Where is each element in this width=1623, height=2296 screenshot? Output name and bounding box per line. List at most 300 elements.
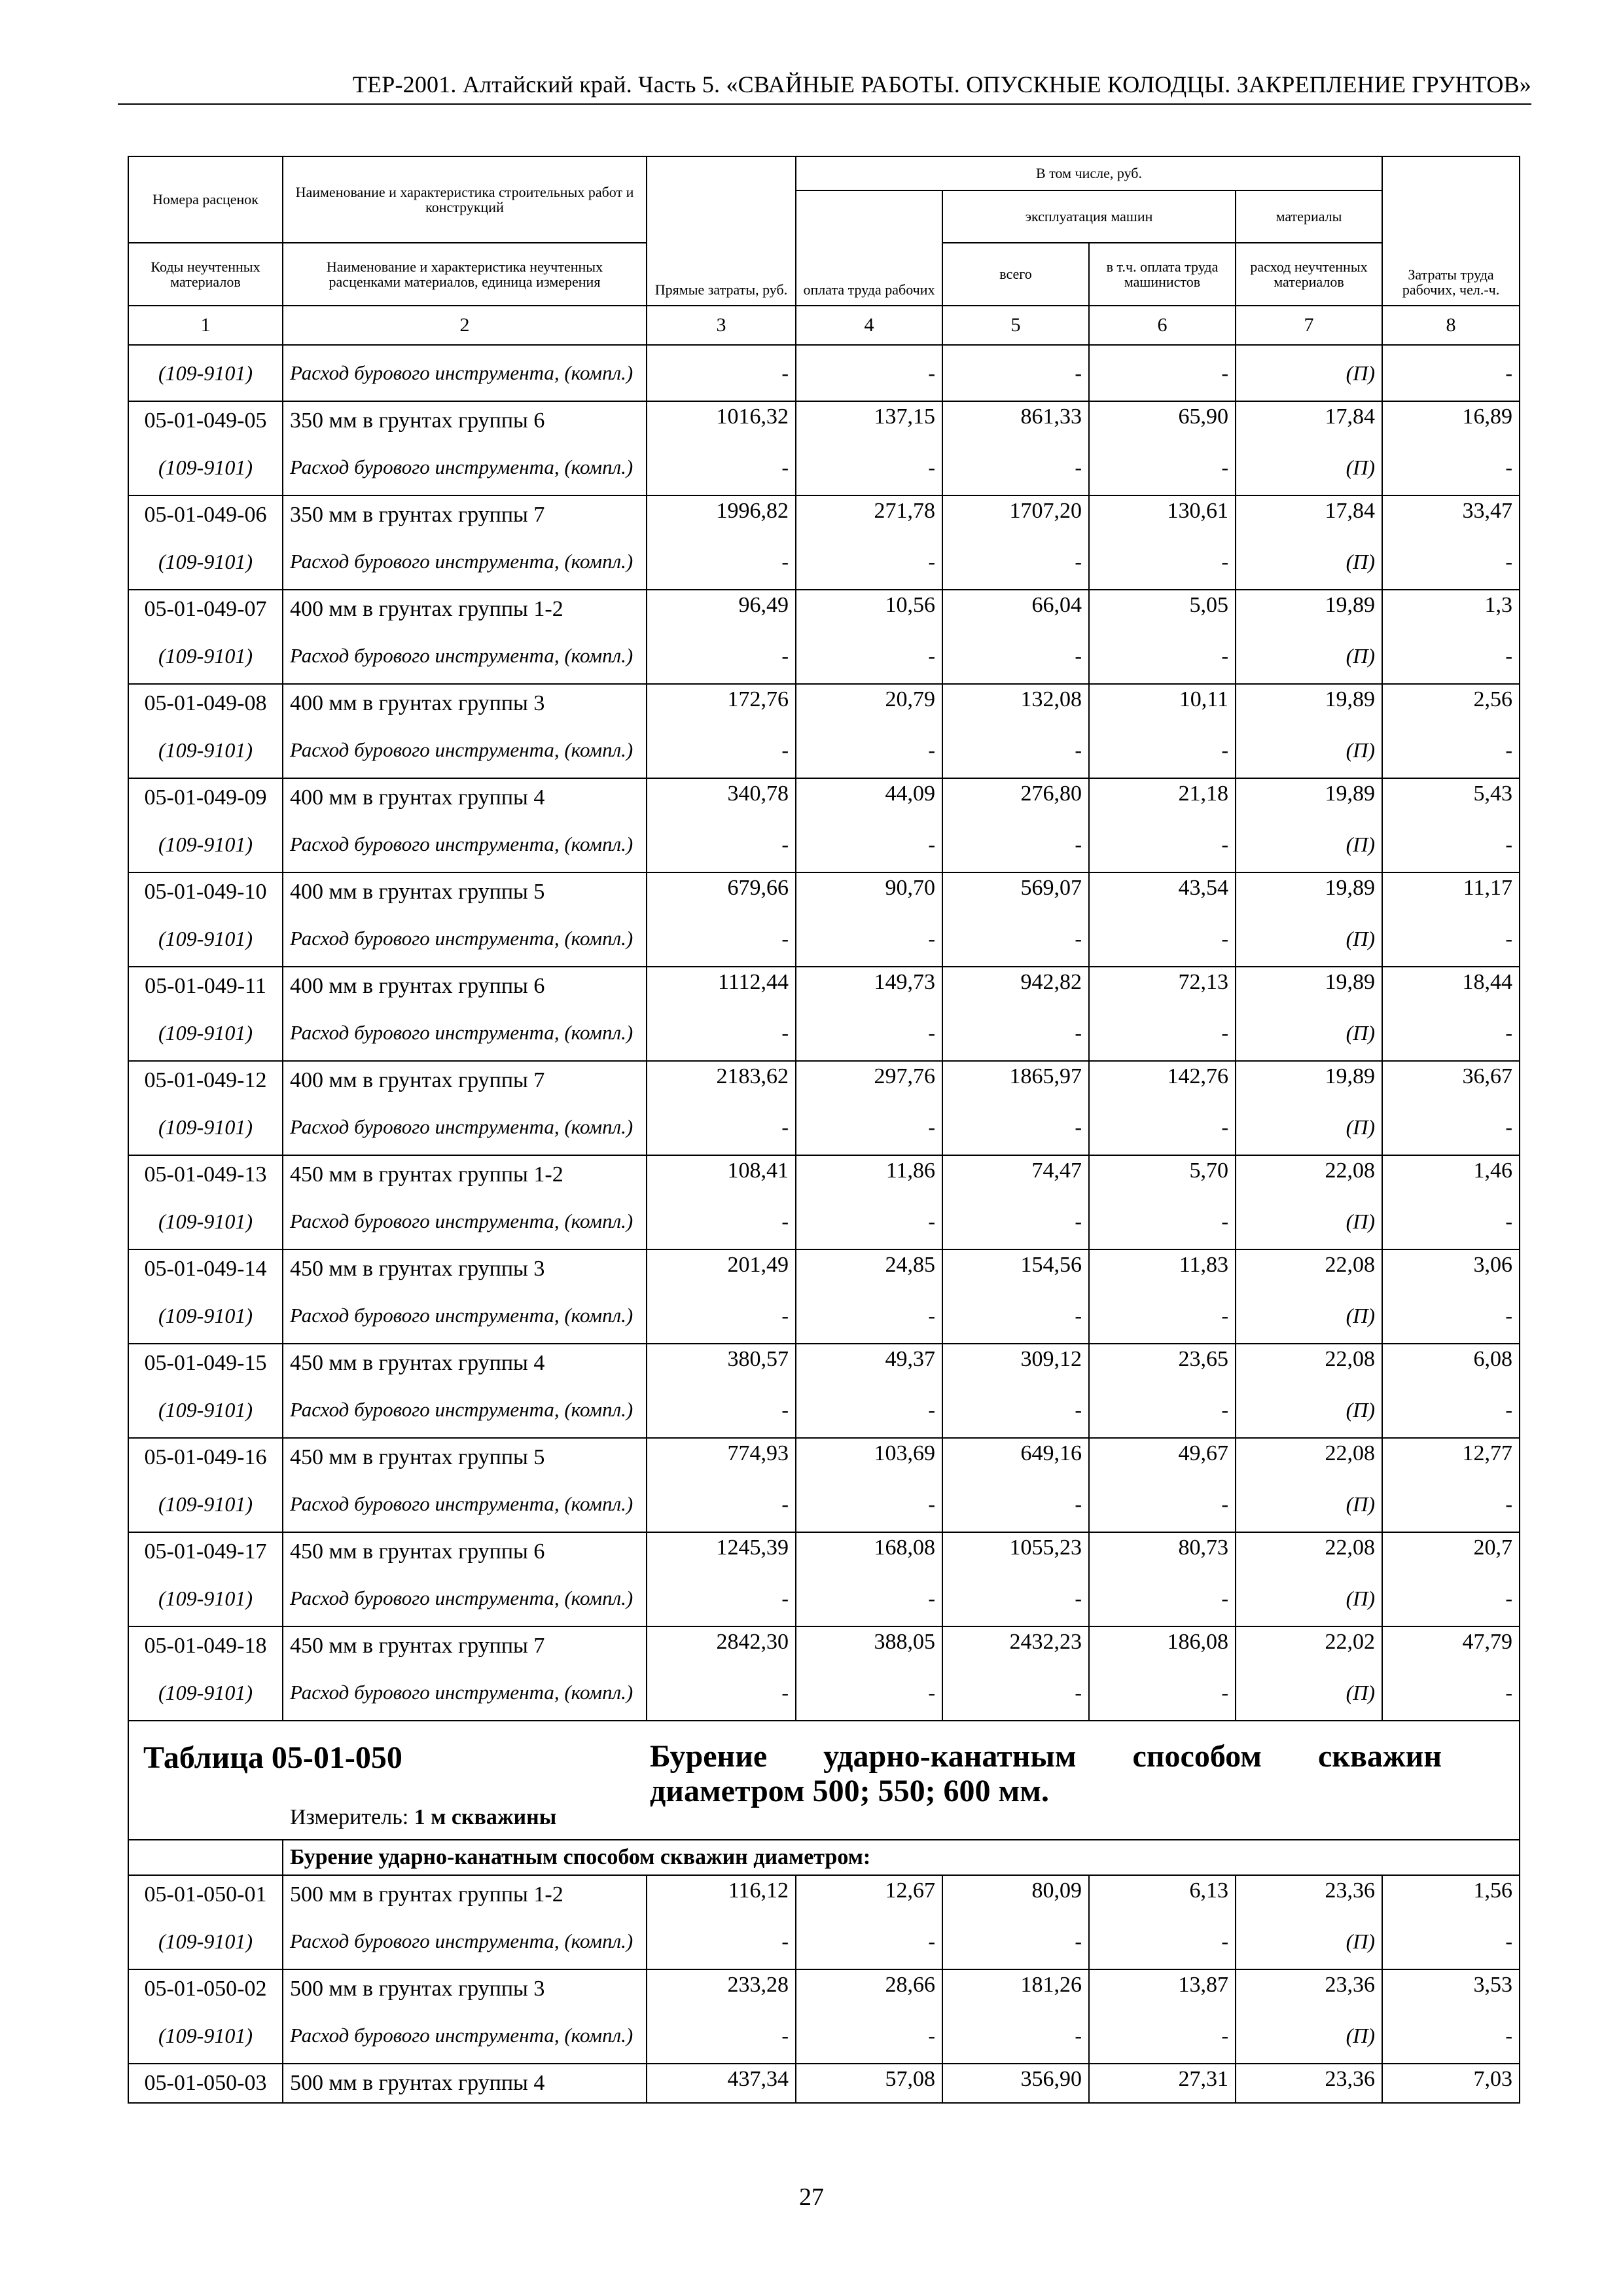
material-row [128,817,1520,872]
material-row [128,628,1520,684]
material-consumption: 22,08 [1236,1249,1382,1288]
material-consumption: 19,89 [1236,778,1382,817]
work-name: 500 мм в грунтах группы 3 [283,1969,647,2008]
material-code: (109-9101) [128,723,283,778]
machinist-wage: 10,11 [1089,684,1236,723]
column-number: 4 [796,306,942,345]
header-col8: Затраты труда рабочих, чел.-ч. [1382,156,1520,306]
header-col5: всего [942,243,1089,306]
material-consumption: 19,89 [1236,967,1382,1005]
material-value: - [1382,1665,1520,1721]
work-name: 450 мм в грунтах группы 1-2 [283,1155,647,1194]
material-name: Расход бурового инструмента, (компл.) [283,1288,647,1344]
labor-wage: 271,78 [796,495,942,534]
machines-total: 356,90 [942,2064,1089,2103]
material-name: Расход бурового инструмента, (компл.) [283,1005,647,1061]
labor-hours: 2,56 [1382,684,1520,723]
material-unit: (П) [1236,345,1382,401]
material-name: Расход бурового инструмента, (компл.) [283,1477,647,1532]
material-value: - [647,1571,796,1626]
material-code: (109-9101) [128,440,283,495]
material-value: - [1382,534,1520,590]
material-unit: (П) [1236,440,1382,495]
material-value: - [796,911,942,967]
price-row [128,1061,1520,1100]
price-code: 05-01-049-16 [128,1438,283,1477]
work-name: 400 мм в грунтах группы 6 [283,967,647,1005]
material-value: - [796,345,942,401]
table-050-measure [290,1805,556,1830]
material-value: - [1089,723,1236,778]
material-value: - [1382,723,1520,778]
material-name: Расход бурового инструмента, (компл.) [283,817,647,872]
material-value: - [647,1194,796,1249]
direct-cost: 340,78 [647,778,796,817]
material-row [128,723,1520,778]
material-value: - [647,1288,796,1344]
price-code: 05-01-049-06 [128,495,283,534]
price-code: 05-01-049-15 [128,1344,283,1382]
header-machines: эксплуатация машин [942,190,1236,243]
table-050-label: Таблица 05-01-050 [143,1740,402,1775]
work-name: 450 мм в грунтах группы 6 [283,1532,647,1571]
price-row [128,1344,1520,1382]
price-row [128,495,1520,534]
labor-wage: 90,70 [796,872,942,911]
header-col1-top: Номера расценок [128,156,283,243]
column-number: 1 [128,306,283,345]
column-number: 2 [283,306,647,345]
material-row [128,345,1520,401]
work-name: 450 мм в грунтах группы 5 [283,1438,647,1477]
machines-total: 74,47 [942,1155,1089,1194]
material-code: (109-9101) [128,1100,283,1155]
material-row [128,911,1520,967]
material-code: (109-9101) [128,1382,283,1438]
material-consumption: 22,08 [1236,1438,1382,1477]
material-consumption: 19,89 [1236,590,1382,628]
material-value: - [647,440,796,495]
material-name: Расход бурового инструмента, (компл.) [283,1100,647,1155]
labor-hours: 7,03 [1382,2064,1520,2103]
material-consumption: 22,08 [1236,1155,1382,1194]
direct-cost: 116,12 [647,1875,796,1914]
machines-total: 1055,23 [942,1532,1089,1571]
material-code: (109-9101) [128,1914,283,1969]
machines-total: 942,82 [942,967,1089,1005]
labor-hours: 3,06 [1382,1249,1520,1288]
direct-cost: 2183,62 [647,1061,796,1100]
table-050-description: Бурение ударно-канатным способом скважин диаметром 500; 550; 600 мм. [650,1739,1442,1808]
material-unit: (П) [1236,723,1382,778]
work-name: 500 мм в грунтах группы 4 [283,2064,647,2103]
direct-cost: 437,34 [647,2064,796,2103]
labor-wage: 168,08 [796,1532,942,1571]
table-050-title-row [128,1721,1520,1840]
material-value: - [796,817,942,872]
price-code: 05-01-049-05 [128,401,283,440]
material-name: Расход бурового инструмента, (компл.) [283,1571,647,1626]
header-divider [118,103,1531,105]
labor-wage: 11,86 [796,1155,942,1194]
machinist-wage: 5,70 [1089,1155,1236,1194]
material-value: - [1382,1477,1520,1532]
material-value: - [1089,628,1236,684]
material-value: - [942,1382,1089,1438]
material-value: - [796,1100,942,1155]
machinist-wage: 23,65 [1089,1344,1236,1382]
price-code: 05-01-050-01 [128,1875,283,1914]
material-value: - [1089,1005,1236,1061]
measure-value: 1 м скважины [414,1805,557,1829]
price-row [128,1438,1520,1477]
material-value: - [1089,1100,1236,1155]
direct-cost: 1996,82 [647,495,796,534]
machines-total: 132,08 [942,684,1089,723]
header-col4: оплата труда рабочих [796,190,942,306]
price-code: 05-01-049-18 [128,1626,283,1665]
direct-cost: 679,66 [647,872,796,911]
header-col2-bottom: Наименование и характеристика неучтенных расценками материалов, единица измерения [283,243,647,306]
price-code: 05-01-049-11 [128,967,283,1005]
material-value: - [647,1665,796,1721]
material-unit: (П) [1236,911,1382,967]
direct-cost: 380,57 [647,1344,796,1382]
header-including: В том числе, руб. [796,156,1382,190]
direct-cost: 233,28 [647,1969,796,2008]
material-value: - [796,1382,942,1438]
material-value: - [796,1194,942,1249]
material-value: - [796,1005,942,1061]
material-value: - [1382,1914,1520,1969]
machines-total: 309,12 [942,1344,1089,1382]
material-consumption: 22,02 [1236,1626,1382,1665]
machinist-wage: 6,13 [1089,1875,1236,1914]
material-unit: (П) [1236,1100,1382,1155]
material-value: - [1382,628,1520,684]
material-value: - [1089,1194,1236,1249]
price-row [128,1155,1520,1194]
material-name: Расход бурового инструмента, (компл.) [283,440,647,495]
machinist-wage: 49,67 [1089,1438,1236,1477]
page-header-title: ТЕР-2001. Алтайский край. Часть 5. «СВАЙНЫЕ РАБОТЫ. ОПУСКНЫЕ КОЛОДЦЫ. ЗАКРЕПЛЕНИЕ ГРУНТОВ» [352,71,1531,98]
material-value: - [796,1477,942,1532]
labor-hours: 12,77 [1382,1438,1520,1477]
header-col6: в т.ч. оплата труда машинистов [1089,243,1236,306]
material-consumption: 22,08 [1236,1344,1382,1382]
labor-hours: 6,08 [1382,1344,1520,1382]
labor-wage: 49,37 [796,1344,942,1382]
material-value: - [1089,1477,1236,1532]
price-row [128,1532,1520,1571]
material-name: Расход бурового инструмента, (компл.) [283,1382,647,1438]
direct-cost: 201,49 [647,1249,796,1288]
material-unit: (П) [1236,1477,1382,1532]
material-code: (109-9101) [128,534,283,590]
material-code: (109-9101) [128,1005,283,1061]
labor-hours: 16,89 [1382,401,1520,440]
material-row [128,1571,1520,1626]
material-value: - [796,1914,942,1969]
material-value: - [796,534,942,590]
price-row [128,684,1520,723]
price-code: 05-01-049-14 [128,1249,283,1288]
labor-hours: 1,3 [1382,590,1520,628]
price-code: 05-01-049-13 [128,1155,283,1194]
price-row [128,967,1520,1005]
material-name: Расход бурового инструмента, (компл.) [283,723,647,778]
price-code: 05-01-049-08 [128,684,283,723]
material-value: - [942,1005,1089,1061]
material-row [128,1288,1520,1344]
material-value: - [647,1477,796,1532]
column-number: 8 [1382,306,1520,345]
work-name: 350 мм в грунтах группы 6 [283,401,647,440]
machines-total: 861,33 [942,401,1089,440]
direct-cost: 1245,39 [647,1532,796,1571]
material-value: - [647,1382,796,1438]
page-number: 27 [799,2183,824,2211]
material-unit: (П) [1236,1665,1382,1721]
material-unit: (П) [1236,1382,1382,1438]
column-number: 3 [647,306,796,345]
header-materials: материалы [1236,190,1382,243]
material-value: - [796,1665,942,1721]
labor-wage: 103,69 [796,1438,942,1477]
material-code: (109-9101) [128,2008,283,2064]
price-code: 05-01-050-02 [128,1969,283,2008]
direct-cost: 774,93 [647,1438,796,1477]
machinist-wage: 5,05 [1089,590,1236,628]
material-value: - [942,911,1089,967]
material-value: - [1382,1194,1520,1249]
material-row [128,2008,1520,2064]
header-col1-bottom: Коды неучтенных материалов [128,243,283,306]
material-row [128,1914,1520,1969]
header-col2-top: Наименование и характеристика строительных работ и конструкций [283,156,647,243]
material-value: - [796,723,942,778]
material-unit: (П) [1236,628,1382,684]
header-col7: расход неучтенных материалов [1236,243,1382,306]
material-code: (109-9101) [128,1288,283,1344]
material-value: - [942,817,1089,872]
column-numbers-row [128,306,1520,345]
column-number: 5 [942,306,1089,345]
machinist-wage: 65,90 [1089,401,1236,440]
material-value: - [647,723,796,778]
material-value: - [1382,1288,1520,1344]
material-value: - [647,534,796,590]
material-value: - [1382,1571,1520,1626]
material-value: - [647,1005,796,1061]
price-row [128,778,1520,817]
labor-wage: 20,79 [796,684,942,723]
material-value: - [942,1194,1089,1249]
direct-cost: 108,41 [647,1155,796,1194]
material-value: - [647,911,796,967]
material-value: - [1089,534,1236,590]
machines-total: 276,80 [942,778,1089,817]
work-name: 400 мм в грунтах группы 7 [283,1061,647,1100]
price-code: 05-01-049-17 [128,1532,283,1571]
machines-total: 2432,23 [942,1626,1089,1665]
material-code: (109-9101) [128,628,283,684]
material-name: Расход бурового инструмента, (компл.) [283,628,647,684]
machinist-wage: 72,13 [1089,967,1236,1005]
labor-wage: 137,15 [796,401,942,440]
material-consumption: 19,89 [1236,684,1382,723]
machines-total: 181,26 [942,1969,1089,2008]
work-name: 400 мм в грунтах группы 4 [283,778,647,817]
material-value: - [942,723,1089,778]
material-consumption: 22,08 [1236,1532,1382,1571]
material-value: - [796,628,942,684]
material-value: - [1382,2008,1520,2064]
price-table [128,156,1520,2104]
material-consumption: 17,84 [1236,495,1382,534]
price-row [128,401,1520,440]
price-row [128,1875,1520,1914]
work-name: 400 мм в грунтах группы 1-2 [283,590,647,628]
column-number: 6 [1089,306,1236,345]
labor-hours: 33,47 [1382,495,1520,534]
price-code: 05-01-050-03 [128,2064,283,2103]
material-value: - [1382,440,1520,495]
material-value: - [942,1288,1089,1344]
material-value: - [796,440,942,495]
machinist-wage: 80,73 [1089,1532,1236,1571]
material-code: (109-9101) [128,817,283,872]
material-value: - [942,1914,1089,1969]
labor-wage: 28,66 [796,1969,942,2008]
material-unit: (П) [1236,1571,1382,1626]
section-title: Бурение ударно-канатным способом скважин диаметром: [283,1840,1520,1875]
price-row [128,2064,1520,2103]
material-row [128,1194,1520,1249]
material-value: - [942,1665,1089,1721]
work-name: 500 мм в грунтах группы 1-2 [283,1875,647,1914]
material-value: - [942,534,1089,590]
machinist-wage: 21,18 [1089,778,1236,817]
material-value: - [1382,345,1520,401]
labor-hours: 47,79 [1382,1626,1520,1665]
material-unit: (П) [1236,817,1382,872]
price-code: 05-01-049-10 [128,872,283,911]
material-code: (109-9101) [128,911,283,967]
column-number: 7 [1236,306,1382,345]
machines-total: 80,09 [942,1875,1089,1914]
material-row [128,1005,1520,1061]
material-code: (109-9101) [128,1477,283,1532]
machinist-wage: 11,83 [1089,1249,1236,1288]
labor-hours: 1,46 [1382,1155,1520,1194]
direct-cost: 172,76 [647,684,796,723]
direct-cost: 1016,32 [647,401,796,440]
work-name: 400 мм в грунтах группы 3 [283,684,647,723]
machines-total: 649,16 [942,1438,1089,1477]
material-value: - [796,1571,942,1626]
material-name: Расход бурового инструмента, (компл.) [283,1914,647,1969]
material-value: - [1089,1665,1236,1721]
material-value: - [942,2008,1089,2064]
price-row [128,590,1520,628]
material-value: - [1089,1288,1236,1344]
material-value: - [942,1100,1089,1155]
work-name: 450 мм в грунтах группы 7 [283,1626,647,1665]
material-value: - [647,1100,796,1155]
material-row [128,440,1520,495]
material-value: - [647,2008,796,2064]
material-row [128,1100,1520,1155]
labor-hours: 11,17 [1382,872,1520,911]
material-value: - [647,1914,796,1969]
labor-wage: 57,08 [796,2064,942,2103]
machines-total: 66,04 [942,590,1089,628]
machinist-wage: 43,54 [1089,872,1236,911]
labor-wage: 388,05 [796,1626,942,1665]
price-row [128,872,1520,911]
material-consumption: 23,36 [1236,2064,1382,2103]
material-value: - [1089,345,1236,401]
material-value: - [1089,911,1236,967]
material-code: (109-9101) [128,1571,283,1626]
table-050-section-row [128,1840,1520,1875]
work-name: 400 мм в грунтах группы 5 [283,872,647,911]
material-unit: (П) [1236,1914,1382,1969]
material-value: - [796,1288,942,1344]
material-consumption: 23,36 [1236,1875,1382,1914]
material-consumption: 19,89 [1236,1061,1382,1100]
labor-wage: 297,76 [796,1061,942,1100]
direct-cost: 1112,44 [647,967,796,1005]
machinist-wage: 142,76 [1089,1061,1236,1100]
work-name: 450 мм в грунтах группы 3 [283,1249,647,1288]
material-name: Расход бурового инструмента, (компл.) [283,534,647,590]
labor-wage: 24,85 [796,1249,942,1288]
material-value: - [942,1477,1089,1532]
material-name: Расход бурового инструмента, (компл.) [283,345,647,401]
material-value: - [1089,1571,1236,1626]
material-value: - [1382,1100,1520,1155]
material-code: (109-9101) [128,345,283,401]
material-value: - [942,628,1089,684]
labor-hours: 3,53 [1382,1969,1520,2008]
material-value: - [942,345,1089,401]
material-consumption: 19,89 [1236,872,1382,911]
material-name: Расход бурового инструмента, (компл.) [283,1665,647,1721]
material-value: - [1382,817,1520,872]
material-value: - [1382,1005,1520,1061]
labor-wage: 149,73 [796,967,942,1005]
labor-wage: 10,56 [796,590,942,628]
work-name: 350 мм в грунтах группы 7 [283,495,647,534]
labor-hours: 5,43 [1382,778,1520,817]
material-value: - [942,1571,1089,1626]
material-value: - [1089,440,1236,495]
machines-total: 154,56 [942,1249,1089,1288]
machinist-wage: 13,87 [1089,1969,1236,2008]
material-code: (109-9101) [128,1194,283,1249]
machinist-wage: 27,31 [1089,2064,1236,2103]
material-row [128,1477,1520,1532]
material-row [128,534,1520,590]
material-consumption: 23,36 [1236,1969,1382,2008]
labor-wage: 44,09 [796,778,942,817]
material-code: (109-9101) [128,1665,283,1721]
material-name: Расход бурового инструмента, (компл.) [283,2008,647,2064]
material-value: - [647,817,796,872]
labor-hours: 1,56 [1382,1875,1520,1914]
